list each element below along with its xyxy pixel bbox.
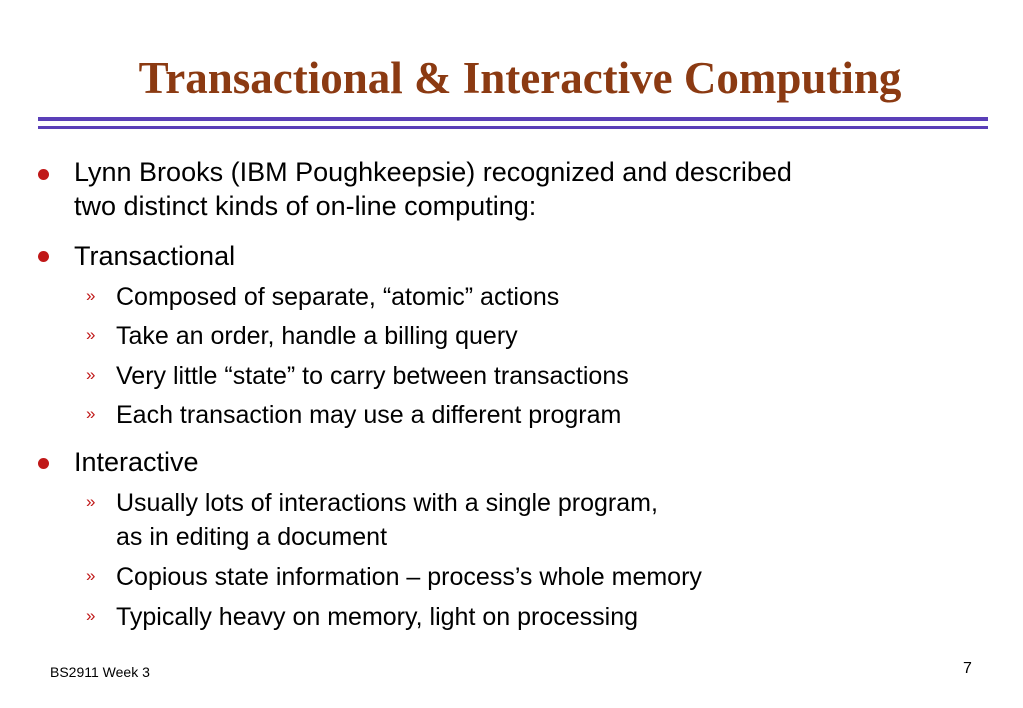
footer-text: BS2911 Week 3 (50, 664, 150, 680)
sub-bullet-marker-icon: » (86, 365, 96, 384)
bullet-dot-icon (38, 251, 49, 262)
bullet-text: two distinct kinds of on-line computing: (74, 191, 537, 221)
sub-bullet-text: Usually lots of interactions with a single program, (116, 489, 658, 517)
sub-bullet-marker-icon: » (86, 325, 96, 344)
sub-bullet-text: Typically heavy on memory, light on processing (116, 603, 638, 631)
sub-bullet-text: Very little “state” to carry between transactions (116, 362, 629, 390)
bullet-dot-icon (38, 458, 49, 469)
sub-bullet-marker-icon: » (86, 404, 96, 423)
bullet-dot-icon (38, 169, 49, 180)
sub-bullet-text: Composed of separate, “atomic” actions (116, 283, 560, 311)
sub-bullet-marker-icon: » (86, 492, 96, 511)
bullet-text: Lynn Brooks (IBM Poughkeepsie) recognized and described (74, 157, 792, 187)
bullet-text: Transactional (74, 241, 236, 271)
sub-bullet-marker-icon: » (86, 286, 96, 305)
sub-bullet-text: Each transaction may use a different program (116, 401, 622, 429)
page-number: 7 (963, 660, 972, 677)
slide-title: Transactional & Interactive Computing (138, 53, 902, 103)
sub-bullet-text: Copious state information – process’s whole memory (116, 563, 702, 591)
sub-bullet-text: Take an order, handle a billing query (116, 322, 518, 350)
sub-bullet-text: as in editing a document (116, 523, 388, 551)
bullet-text: Interactive (74, 447, 199, 477)
sub-bullet-marker-icon: » (86, 606, 96, 625)
sub-bullet-marker-icon: » (86, 566, 96, 585)
